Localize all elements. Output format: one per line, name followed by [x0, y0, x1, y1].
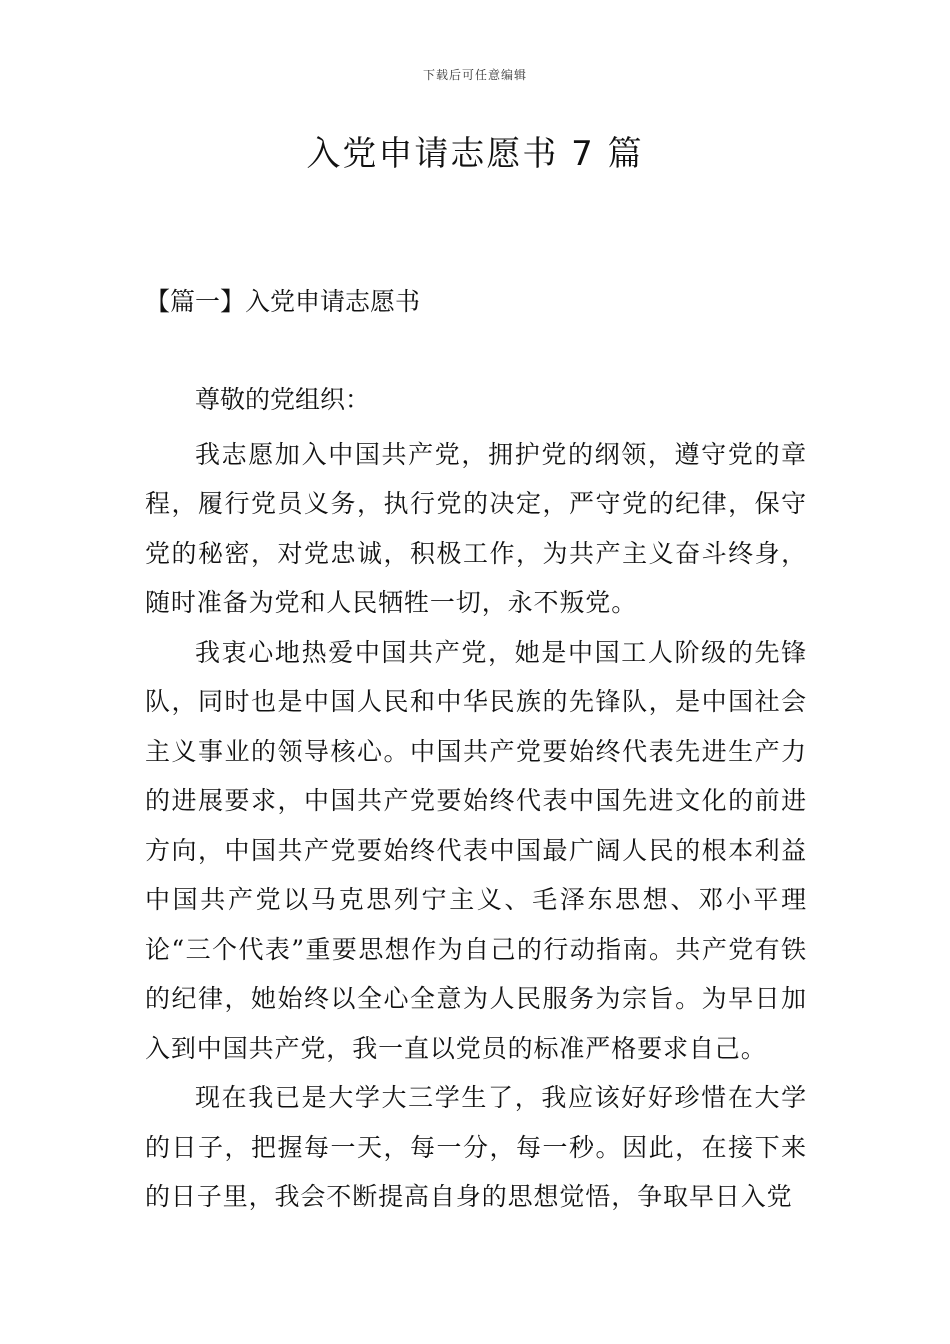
section-heading: 【篇一】入党申请志愿书 [145, 287, 421, 316]
paragraph: 我志愿加入中国共产党，拥护党的纲领，遵守党的章程，履行党员义务，执行党的决定，严守党的纪律，保守党的秘密，对党忠诚，积极工作，为共产主义奋斗终身，随时准备为党和人民牺牲一切，永不叛党。 [145, 439, 807, 617]
paragraph: 我衷心地热爱中国共产党，她是中国工人阶级的先锋队，同时也是中国人民和中华民族的先锋队，是中国社会主义事业的领导核心。中国共产党要始终代表先进生产力的进展要求，中国共产党要始终代表中国先进文化的前进方向，中国共产党要始终代表中国最广阔人民的根本利益中国共产党以马克思列宁主义、毛泽东思想、邓小平理论“三个代表”重要思想作为自己的行动指南。共产党有铁的纪律，她始终以全心全意为人民服务为宗旨。为早日加入到中国共产党，我一直以党员的标准严格要求自己。 [145, 637, 807, 1063]
salutation: 尊敬的党组织： [195, 385, 371, 414]
document-title: 入党申请志愿书 7 篇 [306, 134, 644, 174]
letter-body [145, 375, 807, 1222]
paragraph: 现在我已是大学大三学生了，我应该好好珍惜在大学的日子，把握每一天，每一分，每一秒。因此，在接下来的日子里，我会不断提高自身的思想觉悟，争取早日入党 [145, 1083, 807, 1211]
header-note: 下载后可任意编辑 [422, 68, 527, 82]
